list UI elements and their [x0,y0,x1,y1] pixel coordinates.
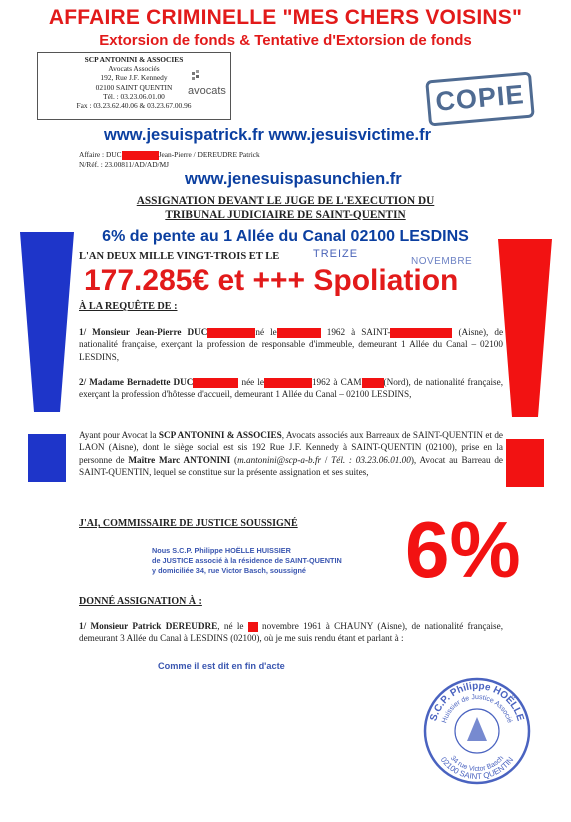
firm-tel: Tél. : 03.23.06.01.00 [103,91,165,101]
assigne-paragraph [79,620,503,645]
jai-heading: J'AI, COMMISSAIRE DE JUSTICE SOUSSIGNÉ [79,518,298,529]
p3-firm: SCP ANTONINI & ASSOCIES [158,430,282,440]
affaire-parties: Jean-Pierre / DEREUDRE Patrick [158,150,260,159]
date-stamp-month: NOVEMBRE [411,256,473,267]
firm-name: SCP ANTONINI & ASSOCIES [84,55,184,64]
p2-city: 1962 à CAM [311,377,362,387]
case-title: AFFAIRE CRIMINELLE "MES CHERS VOISINS" [48,6,523,29]
requerant-1 [79,326,503,363]
p3-tel: Tél. : 03.23.06.01.00 [331,454,411,465]
comme-stamp: Comme il est dit en fin d'acte [158,661,285,671]
p3-e: ( [230,454,238,465]
firm-fax: Fax : 03.23.62.40.06 & 03.23.67.00.96 [76,101,192,111]
seal-mid: Huissier de Justice Associé [441,693,513,725]
requerant-2 [79,376,503,401]
date-line: L'AN DEUX MILLE VINGT-TROIS ET LE [79,251,280,262]
huissier-stamp [152,546,342,576]
p4-name: 1/ Monsieur Patrick DEREUDRE [79,621,218,631]
p3-g: / [321,454,332,465]
p4-ne: , né le [217,621,244,631]
redaction-box [390,328,452,338]
p4-rest: nationalité française, demeurant 3 Allée du Canal à LESDINS (02100), où je me suis rendu étant et parlant à : [79,621,504,644]
huissier-line2: de JUSTICE associé à la résidence de SAINT-QUENTIN [152,556,342,565]
p3-c: , Avocats associés aux Barreaux de SAINT-QUENTIN et de LAON (Aisne), dont le siège social est sis 192 Rue J.F. Kennedy à SAINT-QUENTIN (02100), prise en la personne de [79,430,503,465]
firm-line2: 192, Rue J.F. Kennedy [100,73,168,83]
redaction-box [193,378,238,388]
p4-date: novembre 1961 à CHAUNY (Aisne), de [262,621,421,631]
donne-heading: DONNÉ ASSIGNATION À : [79,596,202,607]
avocat-paragraph [79,429,503,478]
pente-banner: 6% de pente au 1 Allée du Canal 02100 LESDINS [102,228,469,245]
seal-top: S.C.P. Philippe HOËLLE [428,680,526,723]
firm-line1: Avocats Associés [108,64,160,74]
date-stamp-day: TREIZE [313,248,359,260]
seal-addr1: 34 rue Victor Basch [448,754,506,774]
redaction-box [264,378,312,388]
affaire-label: Affaire : DUC [79,150,122,159]
url-line-1: www.jesuispatrick.fr www.jesuisvictime.fr [104,126,432,144]
avocats-logo-icon [192,70,202,84]
blue-exclamation-icon [14,226,80,486]
p1-name: 1/ Monsieur Jean-Pierre DUC [79,327,208,337]
avocats-logo [188,70,230,100]
p3-a: Ayant pour Avocat la [79,430,159,440]
p1-city: 1962 à SAINT- [326,327,391,337]
p2-rest: nationalité française, exerçant la profession d'hôtesse d'accueil, demeurant 1 Allée du Canal – 02100 LESDINS, [79,377,503,400]
p2-nord: (Nord), de [383,377,423,387]
p1-aisne: (Aisne), [458,327,489,337]
red-exclamation-icon [492,233,558,491]
affaire-nref: N/Réf. : 23.00811/AD/AD/MJ [79,159,170,169]
amount-headline: 177.285€ et +++ Spoliation [84,264,459,297]
firm-line3: 02100 SAINT QUENTIN [95,82,173,92]
p1-ne: né le [255,327,277,337]
six-percent: 6% [405,505,521,594]
doc-title-line2: TRIBUNAL JUDICIAIRE DE SAINT-QUENTIN [165,209,406,221]
p3-lawyer: Maître Marc ANTONINI [128,454,231,465]
p2-nee: née le [241,377,264,387]
huissier-line1: Nous S.C.P. Philippe HOËLLE HUISSIER [152,546,291,555]
avocats-logo-text: avocats [188,85,226,97]
p3-email: m.antonini@scp-a-b.fr [237,454,322,465]
redaction-box [277,328,321,338]
redaction-box [362,378,384,388]
redaction-box [248,622,258,632]
p1-rest: de nationalité française, exerçant la profession de responsable d'immeuble, demeurant 1 Allée du Canal – 02100 LESDINS, [79,327,504,362]
copie-stamp: COPIE [425,71,535,126]
huissier-seal-icon [421,675,533,787]
url-line-2: www.jenesuispasunchien.fr [185,170,402,188]
redaction-box [122,151,159,160]
huissier-line3: y domiciliée 34, rue Victor Basch, soussigné [152,566,306,575]
affaire-ref [79,150,260,169]
doc-title-line1: ASSIGNATION DEVANT LE JUGE DE L'EXECUTION DU [136,195,435,207]
redaction-box [207,328,255,338]
seal-addr2: 02100 SAINT QUENTIN [438,755,516,782]
requete-heading: À LA REQUÊTE DE : [79,301,178,312]
case-subtitle: Extorsion de fonds & Tentative d'Extorsion de fonds [99,32,472,49]
p2-name: 2/ Madame Bernadette DUC [79,377,194,387]
p3-i: ), Avocat au Barreau de SAINT-QUENTIN, lequel se constitue sur la présente assignation et ses suites, [79,454,503,477]
svg-text:S.C.P. Philippe HOËLLE [428,681,525,723]
